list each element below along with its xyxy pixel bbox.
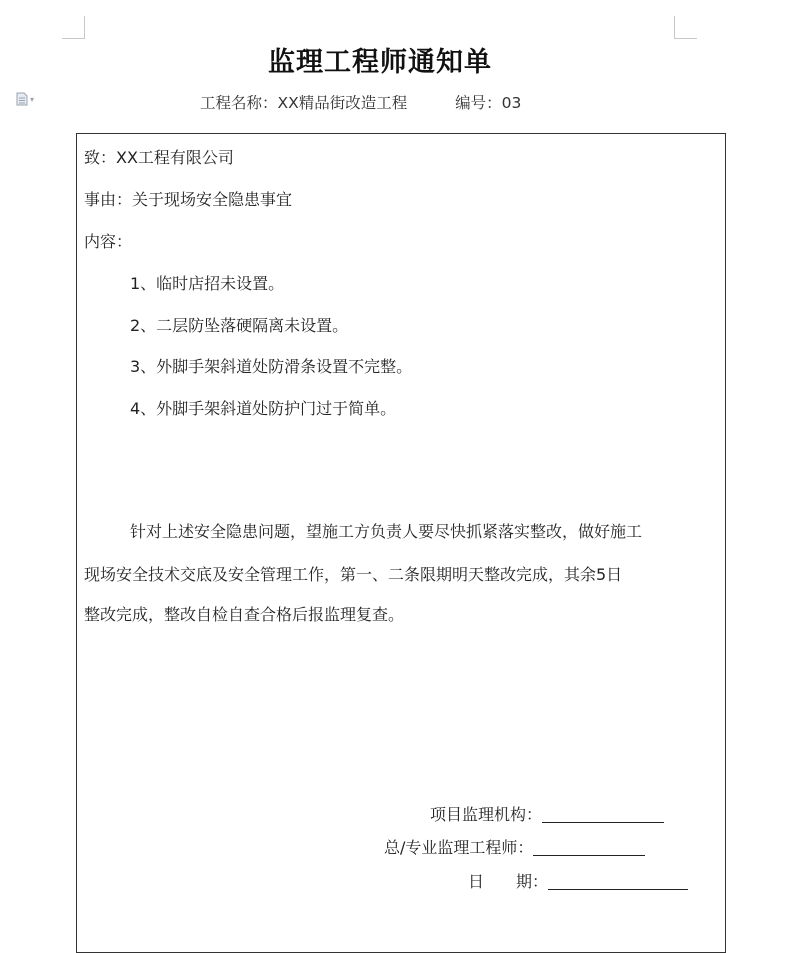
engineer-blank [533, 839, 645, 856]
supervision-org-label: 项目监理机构： [430, 805, 543, 824]
paragraph-line: 针对上述安全隐患问题，望施工方负责人要尽快抓紧落实整改，做好施工 [130, 522, 643, 541]
list-item: 4、外脚手架斜道处防护门过于简单。 [130, 399, 397, 418]
list-item: 3、外脚手架斜道处防滑条设置不完整。 [130, 357, 413, 376]
date-blank [548, 873, 688, 890]
chevron-down-icon: ▾ [30, 94, 35, 104]
paragraph-line: 整改完成，整改自检自查合格后报监理复查。 [84, 605, 405, 624]
content-label: 内容： [84, 232, 133, 251]
supervision-org-blank [542, 806, 664, 823]
supervision-org-signature [430, 802, 664, 825]
date-label: 日 期： [468, 872, 549, 891]
document-number: 编号：03 [455, 94, 522, 112]
project-name: 工程名称：XX精品街改造工程 [200, 94, 408, 112]
document-icon [16, 92, 28, 106]
header-meta [200, 91, 521, 113]
page-corner-mark-top-left [62, 16, 85, 39]
list-item: 2、二层防坠落硬隔离未设置。 [130, 316, 349, 335]
notice-table-frame [76, 133, 726, 953]
engineer-label: 总/专业监理工程师： [384, 838, 534, 857]
page-corner-mark-top-right [674, 16, 697, 39]
document-menu[interactable] [16, 92, 34, 106]
page-title: 监理工程师通知单 [268, 47, 492, 78]
engineer-signature [384, 835, 645, 858]
recipient-line: 致：XX工程有限公司 [84, 148, 234, 167]
date-signature [468, 869, 688, 892]
list-item: 1、临时店招未设置。 [130, 274, 285, 293]
subject-line: 事由：关于现场安全隐患事宜 [84, 190, 293, 209]
paragraph-line: 现场安全技术交底及安全管理工作，第一、二条限期明天整改完成，其余5日 [84, 565, 623, 584]
